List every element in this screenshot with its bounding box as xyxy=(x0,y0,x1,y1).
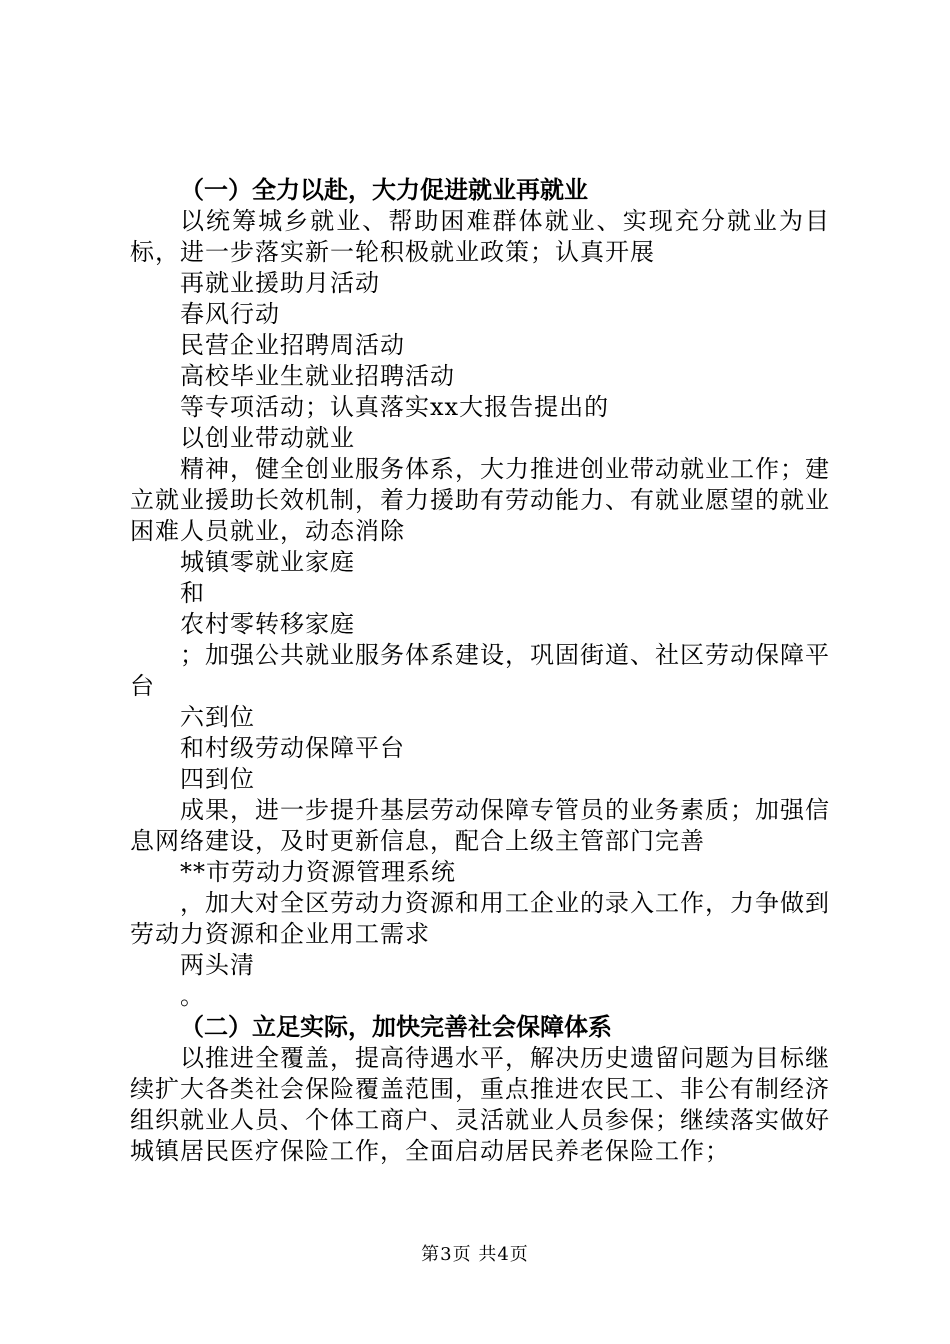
list-item: 再就业援助月活动 xyxy=(180,269,380,297)
list-item: 高校毕业生就业招聘活动 xyxy=(180,362,455,390)
list-item: 春风行动 xyxy=(180,300,280,328)
list-item: 等专项活动；认真落实xx大报告提出的 xyxy=(180,393,610,421)
list-item: 农村零转移家庭 xyxy=(180,610,355,638)
paragraph: ，加大对全区劳动力资源和用工企业的录入工作，力争做到劳动力资源和企业用工需求 xyxy=(130,889,830,948)
paragraph: ；加强公共就业服务体系建设，巩固街道、社区劳动保障平台 xyxy=(130,641,830,700)
list-item: 城镇零就业家庭 xyxy=(180,548,355,576)
list-item: 六到位 xyxy=(180,703,255,731)
list-item: 两头清 xyxy=(180,951,255,979)
list-item: 民营企业招聘周活动 xyxy=(180,331,405,359)
paragraph: 以推进全覆盖，提高待遇水平，解决历史遗留问题为目标继续扩大各类社会保险覆盖范围，重点推进农民工、非公有制经济组织就业人员、个体工商户、灵活就业人员参保；继续落实做好城镇居民医疗保险工作，全面启动居民养老保险工作； xyxy=(130,1044,830,1165)
list-item: **市劳动力资源管理系统 xyxy=(180,858,456,886)
paragraph: 精神，健全创业服务体系，大力推进创业带动就业工作；建立就业援助长效机制，着力援助有劳动能力、有就业愿望的就业困难人员就业，动态消除 xyxy=(130,455,830,545)
list-item: 四到位 xyxy=(180,765,255,793)
document-body xyxy=(130,175,830,1167)
list-item: 。 xyxy=(180,982,205,1010)
section-heading-1: （一）全力以赴，大力促进就业再就业 xyxy=(180,176,588,204)
section-heading-2: （二）立足实际，加快完善社会保障体系 xyxy=(180,1013,612,1041)
list-item: 和村级劳动保障平台 xyxy=(180,734,405,762)
paragraph: 以统筹城乡就业、帮助困难群体就业、实现充分就业为目标，进一步落实新一轮积极就业政策；认真开展 xyxy=(130,207,830,266)
page-footer: 第3页 共4页 xyxy=(421,1244,529,1265)
list-item: 以创业带动就业 xyxy=(180,424,355,452)
paragraph: 成果，进一步提升基层劳动保障专管员的业务素质；加强信息网络建设，及时更新信息，配合上级主管部门完善 xyxy=(130,796,830,855)
list-item: 和 xyxy=(180,579,205,607)
